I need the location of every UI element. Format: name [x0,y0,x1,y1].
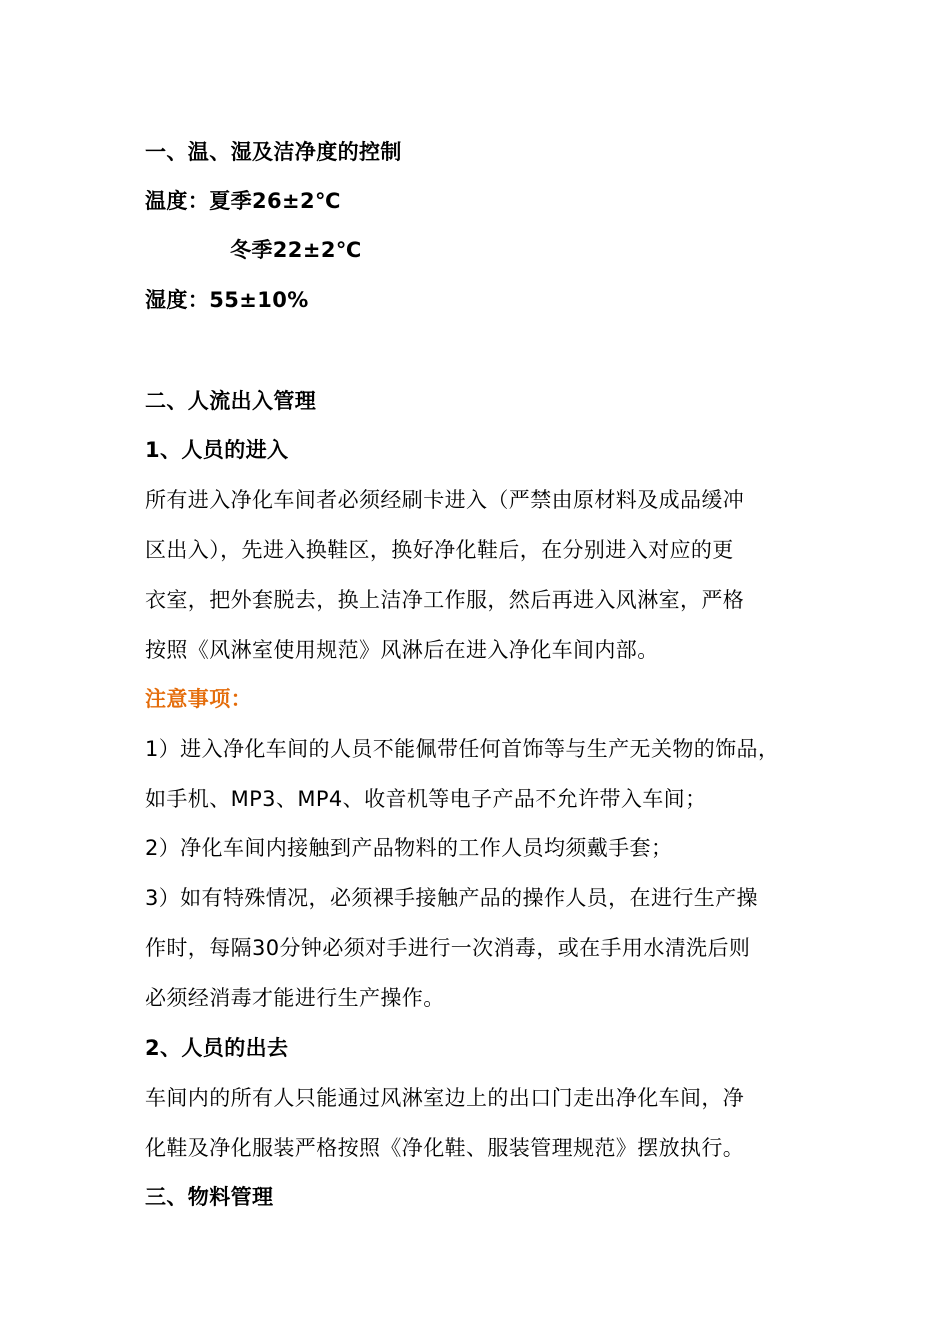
temperature-winter: 冬季22±2℃ [230,238,362,262]
notice-line: 1）进入净化车间的人员不能佩带任何首饰等与生产无关物的饰品， [145,737,780,761]
subsection-entry-heading: 1、人员的进入 [145,438,289,462]
notice-line: 必须经消毒才能进行生产操作。 [145,986,445,1010]
notice-line: 2）净化车间内接触到产品物料的工作人员均须戴手套； [145,836,673,860]
notice-heading: 注意事项： [145,687,252,711]
section3-heading: 三、物料管理 [145,1185,274,1209]
humidity: 湿度：55±10% [145,288,309,312]
subsection-exit-heading: 2、人员的出去 [145,1036,289,1060]
section1-heading: 一、温、湿及洁净度的控制 [145,140,402,164]
notice-line: 作时，每隔30分钟必须对手进行一次消毒，或在手用水清洗后则 [145,936,751,960]
exit-paragraph-line: 化鞋及净化服装严格按照《净化鞋、服装管理规范》摆放执行。 [145,1136,745,1160]
entry-paragraph-line: 所有进入净化车间者必须经刷卡进入（严禁由原材料及成品缓冲 [145,488,745,512]
exit-paragraph-line: 车间内的所有人只能通过风淋室边上的出口门走出净化车间，净 [145,1086,745,1110]
section2-heading: 二、人流出入管理 [145,389,317,413]
notice-line: 如手机、MP3、MP4、收音机等电子产品不允许带入车间； [145,787,707,811]
notice-line: 3）如有特殊情况，必须裸手接触产品的操作人员，在进行生产操 [145,886,758,910]
entry-paragraph-line: 区出入），先进入换鞋区，换好净化鞋后，在分别进入对应的更 [145,538,734,562]
temperature-summer: 温度：夏季26±2℃ [145,189,341,213]
entry-paragraph-line: 按照《风淋室使用规范》风淋后在进入净化车间内部。 [145,638,659,662]
entry-paragraph-line: 衣室，把外套脱去，换上洁净工作服，然后再进入风淋室，严格 [145,588,745,612]
